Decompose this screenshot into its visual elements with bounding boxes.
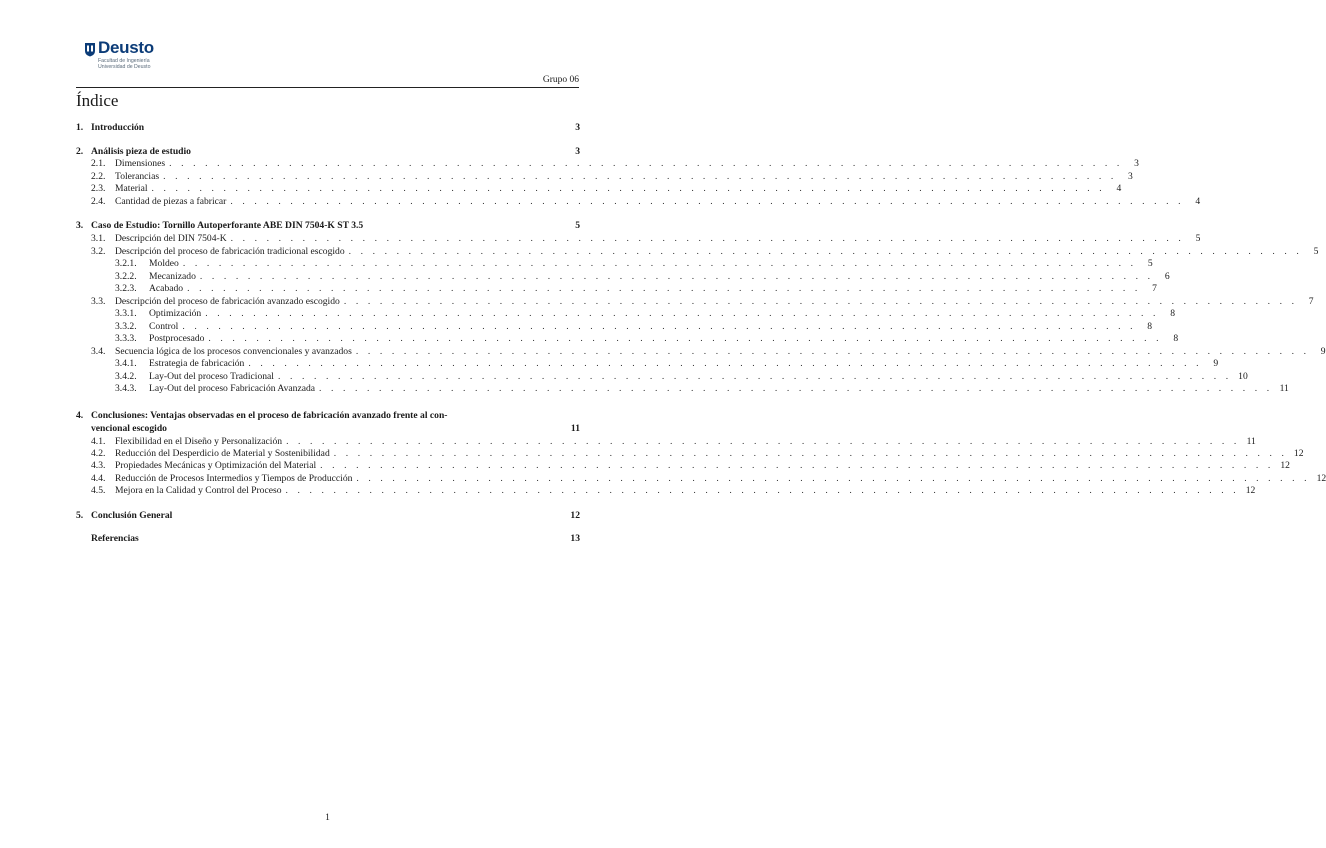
toc-entry-title: Optimización	[149, 308, 202, 319]
toc-entry-title: Referencias	[91, 533, 139, 544]
toc-leader-dots: . . . . . . . . . . . . . . . . . . . . . . . . . . . . . . . . . . . . . . . . . . . . . . . . . . . . . . . . . . . . . . . . . . . . . . . . . . . . . . . .	[163, 171, 1117, 182]
toc-entry-number: 3.	[76, 220, 84, 231]
logo-subtitle: Facultad de Ingeniería Universidad de Deusto	[98, 58, 151, 70]
toc-entry-number: 2.1.	[91, 158, 106, 169]
toc-entry-page: 7	[1308, 296, 1314, 307]
toc-entry-number: 3.3.3.	[115, 333, 137, 344]
toc-entry-number: 3.4.3.	[115, 383, 137, 394]
toc-entry-page: 11	[1246, 436, 1256, 447]
toc-entry[interactable]	[76, 357, 1219, 370]
toc-entry-page: 5	[575, 220, 580, 231]
toc-leader-dots: . . . . . . . . . . . . . . . . . . . . . . . . . . . . . . . . . . . . . . . . . . . . . . . . . . . . . . . . . . . . . . . . . . . . . . . . . . . . . . . .	[199, 271, 1154, 282]
toc-entry-number: 3.1.	[91, 233, 106, 244]
toc-entry-page: 12	[1245, 485, 1256, 496]
toc-entry[interactable]	[76, 182, 1122, 195]
toc-leader-dots: . . . . . . . . . . . . . . . . . . . . . . . . . . . . . . . . . . . . . . . . . . . . . . . . . . . . . . . . . . . . . . . . . . . . . . . . . . . . . . . .	[182, 321, 1137, 332]
toc-leader-dots: . . . . . . . . . . . . . . . . . . . . . . . . . . . . . . . . . . . . . . . . . . . . . . . . . . . . . . . . . . . . . . . . . . . . . . . . . . . . . . . .	[230, 233, 1185, 244]
toc-entry-title: Cantidad de piezas a fabricar	[115, 196, 227, 207]
toc-entry-number: 1.	[76, 122, 84, 133]
toc-entry-number: 3.2.2.	[115, 271, 137, 282]
toc-entry-title: Introducción	[91, 122, 145, 133]
toc-entry-page: 8	[1147, 321, 1153, 332]
toc-entry-title: Reducción de Procesos Intermedios y Tiempos de Producción	[115, 473, 353, 484]
toc-leader-dots: . . . . . . . . . . . . . . . . . . . . . . . . . . . . . . . . . . . . . . . . . . . . . . . . . . . . . . . . . . . . . . . . . . . . . . . . . . . . . . . .	[208, 333, 1163, 344]
toc-entry-title: vencional escogido	[91, 423, 167, 434]
toc-entry-number: 4.3.	[91, 460, 106, 471]
toc-entry-title: Flexibilidad en el Diseño y Personalización	[115, 436, 283, 447]
toc-leader-dots: . . . . . . . . . . . . . . . . . . . . . . . . . . . . . . . . . . . . . . . . . . . . . . . . . . . . . . . . . . . . . . . . . . . . . . . . . . . . . . . .	[169, 158, 1123, 169]
toc-entry-number: 4.	[76, 410, 84, 421]
toc-entry-number: 4.4.	[91, 473, 106, 484]
toc-entry-number: 3.3.2.	[115, 321, 137, 332]
toc-entry-number: 2.3.	[91, 183, 106, 194]
toc-entry-number: 3.2.1.	[115, 258, 137, 269]
toc-entry-page: 12	[1280, 460, 1290, 471]
toc-entry-title: Estrategia de fabricación	[149, 358, 245, 369]
toc-entry-page: 10	[1238, 371, 1248, 382]
toc-entry-title: Conclusión General	[91, 510, 173, 521]
toc-entry-page: 3	[575, 122, 580, 133]
toc-entry[interactable]	[76, 484, 1256, 497]
toc-entry[interactable]	[76, 307, 1175, 320]
toc-entry-page: 11	[570, 423, 580, 434]
toc-entry-title: Propiedades Mecánicas y Optimización del Material	[115, 460, 317, 471]
toc-entry[interactable]	[76, 332, 1179, 345]
toc-entry-title: Descripción del proceso de fabricación tradicional escogido	[115, 246, 345, 257]
toc-leader-dots: . . . . . . . . . . . . . . . . . . . . . . . . . . . . . . . . . . . . . . . . . . . . . . . . . . . . . . . . . . . . . . . . . . . . . . . . . . . . . . . .	[343, 296, 1298, 307]
toc-entry-number: 4.1.	[91, 436, 106, 447]
toc-entry[interactable]	[76, 257, 1153, 270]
toc-entry-number: 4.5.	[91, 485, 106, 496]
group-label: Grupo 06	[542, 75, 579, 85]
toc-entry[interactable]	[76, 459, 1290, 472]
toc-entry-page: 8	[1173, 333, 1179, 344]
toc-leader-dots: . . . . . . . . . . . . . . . . . . . . . . . . . . . . . . . . . . . . . . . . . . . . . . . . . . . . . . . . . . . . . . . . . . . . . . . . . . . . . . . .	[320, 460, 1274, 471]
toc-leader-dots: . . . . . . . . . . . . . . . . . . . . . . . . . . . . . . . . . . . . . . . . . . . . . . . . . . . . . . . . . . . . . . . . . . . . . . . . . . . . . . . .	[319, 383, 1273, 394]
header-rule	[76, 87, 579, 88]
toc-entry-number: 3.3.1.	[115, 308, 137, 319]
toc-entry-page: 13	[570, 533, 580, 544]
toc-entry-title: Lay-Out del proceso Fabricación Avanzada	[149, 383, 316, 394]
toc-entry-page: 11	[1279, 383, 1289, 394]
toc-entry-page: 6	[1164, 271, 1170, 282]
toc-entry-title: Mejora en la Calidad y Control del Proceso	[115, 485, 282, 496]
toc-entry[interactable]	[76, 509, 580, 522]
toc-entry-title: Lay-Out del proceso Tradicional	[149, 371, 274, 382]
toc-entry-title: Moldeo	[149, 258, 179, 269]
toc-entry-number: 3.2.	[91, 246, 106, 257]
toc-leader-dots: . . . . . . . . . . . . . . . . . . . . . . . . . . . . . . . . . . . . . . . . . . . . . . . . . . . . . . . . . . . . . . . . . . . . . . . . . . . . . . . .	[187, 283, 1141, 294]
toc-leader-dots: . . . . . . . . . . . . . . . . . . . . . . . . . . . . . . . . . . . . . . . . . . . . . . . . . . . . . . . . . . . . . . . . . . . . . . . . . . . . . . . .	[151, 183, 1106, 194]
toc-entry-title: Descripción del DIN 7504-K	[115, 233, 227, 244]
toc-entry-page: 5	[1313, 246, 1319, 257]
toc-entry-page: 5	[1195, 233, 1201, 244]
toc-entry-page: 4	[1116, 183, 1122, 194]
toc-leader-dots: . . . . . . . . . . . . . . . . . . . . . . . . . . . . . . . . . . . . . . . . . . . . . . . . . . . . . . . . . . . . . . . . . . . . . . . . . . . . . . . .	[205, 308, 1159, 319]
toc-entry[interactable]	[76, 232, 1201, 245]
toc-entry-number: 3.4.1.	[115, 358, 137, 369]
toc-entry-title: Descripción del proceso de fabricación avanzado escogido	[115, 296, 340, 307]
toc-entry[interactable]	[76, 409, 580, 422]
toc-entry-number: 2.2.	[91, 171, 106, 182]
toc-entry-number: 3.2.3.	[115, 283, 137, 294]
toc-entry[interactable]	[76, 532, 580, 545]
deusto-logo	[84, 38, 174, 73]
toc-entry-page: 12	[1293, 448, 1304, 459]
toc-entry-title: Análisis pieza de estudio	[91, 146, 191, 157]
toc-entry[interactable]	[76, 282, 1157, 295]
toc-entry-title: Material	[115, 183, 148, 194]
toc-entry[interactable]	[76, 382, 1289, 395]
toc-entry-title: Secuencia lógica de los procesos convencionales y avanzados	[115, 346, 352, 357]
toc-entry-title: Caso de Estudio: Tornillo Autoperforante ABE DIN 7504-K ST 3.5	[91, 220, 364, 231]
toc-entry-number: 3.4.2.	[115, 371, 137, 382]
toc-entry[interactable]	[76, 219, 580, 232]
toc-entry-title: Tolerancias	[115, 171, 160, 182]
toc-leader-dots: . . . . . . . . . . . . . . . . . . . . . . . . . . . . . . . . . . . . . . . . . . . . . . . . . . . . . . . . . . . . . . . . . . . . . . . . . . . . . . . .	[356, 473, 1311, 484]
toc-entry-page: 3	[1128, 171, 1133, 182]
toc-leader-dots: . . . . . . . . . . . . . . . . . . . . . . . . . . . . . . . . . . . . . . . . . . . . . . . . . . . . . . . . . . . . . . . . . . . . . . . . . . . . . . . .	[348, 246, 1303, 257]
toc-entry-number: 2.	[76, 146, 84, 157]
toc-entry-page: 7	[1152, 283, 1157, 294]
toc-leader-dots: . . . . . . . . . . . . . . . . . . . . . . . . . . . . . . . . . . . . . . . . . . . . . . . . . . . . . . . . . . . . . . . . . . . . . . . . . . . . . . . .	[333, 448, 1288, 459]
toc-entry-page: 4	[1195, 196, 1201, 207]
toc-entry[interactable]	[76, 195, 1201, 208]
toc-entry-number: 2.4.	[91, 196, 106, 207]
toc-entry-number: 3.4.	[91, 346, 106, 357]
toc-entry-page: 3	[575, 146, 580, 157]
toc-leader-dots: . . . . . . . . . . . . . . . . . . . . . . . . . . . . . . . . . . . . . . . . . . . . . . . . . . . . . . . . . . . . . . . . . . . . . . . . . . . . . . . .	[285, 485, 1240, 496]
toc-entry-number: 5.	[76, 510, 84, 521]
toc-entry-page: 9	[1213, 358, 1219, 369]
toc-entry-page: 3	[1134, 158, 1139, 169]
page-title: Índice	[76, 91, 119, 110]
toc-entry-title: Reducción del Desperdicio de Material y Sostenibilidad	[115, 448, 330, 459]
toc-entry-page: 9	[1320, 346, 1326, 357]
toc-entry[interactable]	[76, 422, 580, 435]
toc-entry-title: Postprocesado	[149, 333, 205, 344]
page-number: 1	[325, 813, 330, 823]
toc-leader-dots: . . . . . . . . . . . . . . . . . . . . . . . . . . . . . . . . . . . . . . . . . . . . . . . . . . . . . . . . . . . . . . . . . . . . . . . . . . . . . . . .	[248, 358, 1203, 369]
logo-wordmark: Deusto	[98, 38, 154, 57]
toc-leader-dots: . . . . . . . . . . . . . . . . . . . . . . . . . . . . . . . . . . . . . . . . . . . . . . . . . . . . . . . . . . . . . . . . . . . . . . . . . . . . . . . .	[230, 196, 1185, 207]
toc-leader-dots: . . . . . . . . . . . . . . . . . . . . . . . . . . . . . . . . . . . . . . . . . . . . . . . . . . . . . . . . . . . . . . . . . . . . . . . . . . . . . . . .	[277, 371, 1232, 382]
toc-leader-dots: . . . . . . . . . . . . . . . . . . . . . . . . . . . . . . . . . . . . . . . . . . . . . . . . . . . . . . . . . . . . . . . . . . . . . . . . . . . . . . . .	[355, 346, 1310, 357]
toc-entry-title: Acabado	[149, 283, 184, 294]
toc-leader-dots: . . . . . . . . . . . . . . . . . . . . . . . . . . . . . . . . . . . . . . . . . . . . . . . . . . . . . . . . . . . . . . . . . . . . . . . . . . . . . . . .	[286, 436, 1240, 447]
toc-entry-page: 5	[1147, 258, 1153, 269]
toc-entry-title: Mecanizado	[149, 271, 196, 282]
deusto-shield-icon	[84, 42, 96, 57]
toc-entry[interactable]	[76, 157, 1139, 170]
toc-entry-title: Control	[149, 321, 179, 332]
toc-leader-dots: . . . . . . . . . . . . . . . . . . . . . . . . . . . . . . . . . . . . . . . . . . . . . . . . . . . . . . . . . . . . . . . . . . . . . . . . . . . . . . . .	[182, 258, 1137, 269]
toc-entry-page: 8	[1170, 308, 1175, 319]
toc-entry-number: 4.2.	[91, 448, 106, 459]
toc-entry-page: 12	[570, 510, 580, 521]
toc-entry[interactable]	[76, 121, 580, 134]
toc-entry-page: 12	[1316, 473, 1326, 484]
toc-entry-title: Dimensiones	[115, 158, 166, 169]
toc-entry-number: 3.3.	[91, 296, 106, 307]
toc-entry-title: Conclusiones: Ventajas observadas en el proceso de fabricación avanzado frente al con-	[91, 410, 448, 421]
